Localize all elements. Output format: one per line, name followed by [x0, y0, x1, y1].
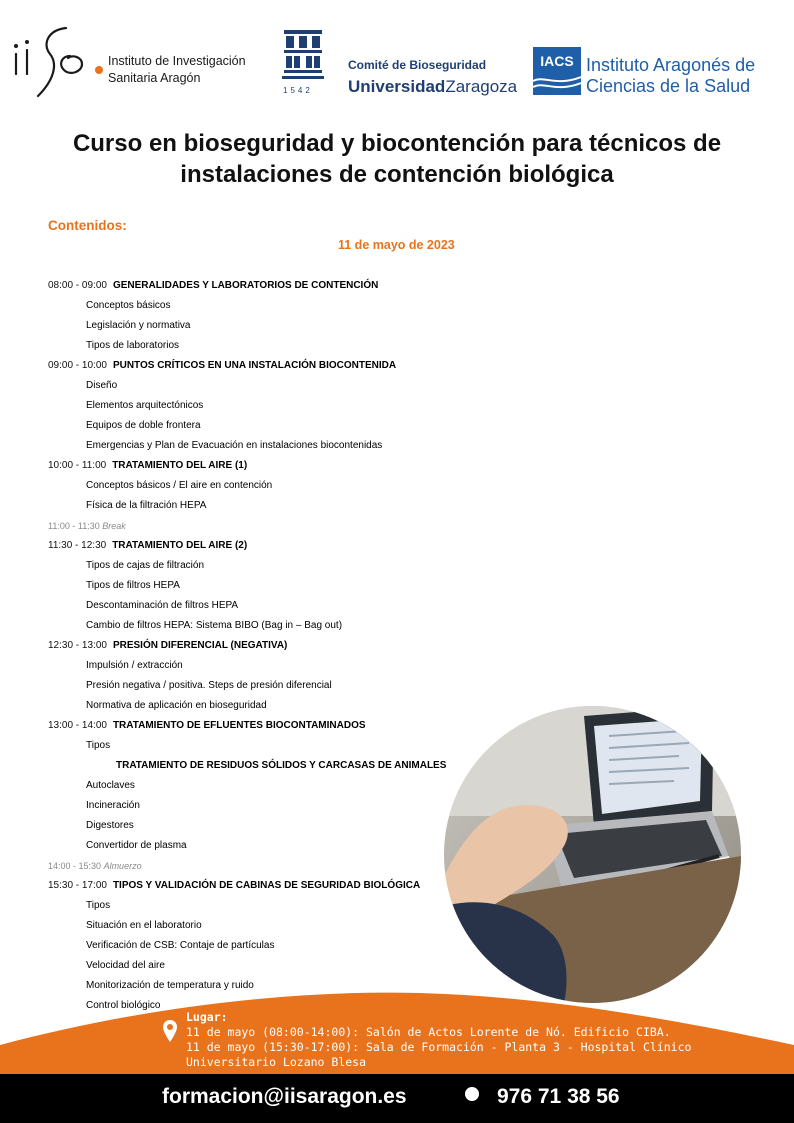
program-session-header	[48, 638, 468, 658]
program-item: Tipos de laboratorios	[86, 340, 180, 351]
program-item: Equipos de doble frontera	[86, 420, 201, 431]
program-item: Tipos de filtros HEPA	[86, 580, 180, 591]
program-session-header	[48, 278, 468, 298]
program-item: Emergencias y Plan de Evacuación en instalaciones biocontenidas	[86, 440, 383, 451]
program-item: Conceptos básicos	[86, 300, 171, 311]
session-title: TRATAMIENTO DEL AIRE (2)	[112, 540, 248, 551]
program-break	[48, 858, 468, 878]
session-time: 13:00 - 14:00	[48, 720, 107, 731]
iis-dot	[95, 66, 103, 74]
program-list	[48, 278, 468, 1018]
contents-label: Contenidos:	[48, 218, 127, 233]
break-label: Almuerzo	[103, 861, 142, 871]
location-line3: Universitario Lozano Blesa	[186, 1055, 367, 1069]
university-year: 1542	[283, 86, 313, 95]
session-title: TRATAMIENTO DE EFLUENTES BIOCONTAMINADOS	[112, 720, 366, 731]
program-item: Descontaminación de filtros HEPA	[86, 600, 239, 611]
location-line2: 11 de mayo (15:30-17:00): Sala de Formación - Planta 3 - Hospital Clínico	[186, 1040, 692, 1054]
break-label: Break	[102, 521, 126, 531]
page-title-line1: Curso en bioseguridad y biocontención para técnicos de	[72, 130, 722, 157]
program-item: Tipos	[86, 740, 111, 751]
program-item: Convertidor de plasma	[86, 840, 187, 851]
session-title: PRESIÓN DIFERENCIAL (NEGATIVA)	[112, 640, 288, 651]
iis-name-line2: Sanitaria Aragón	[108, 71, 201, 85]
program-item: Legislación y normativa	[86, 320, 191, 331]
phone-icon	[465, 1087, 479, 1101]
program-session-header	[48, 718, 468, 738]
iacs-wave-icon	[533, 47, 581, 95]
iacs-name	[586, 55, 755, 97]
program-item: Control biológico	[86, 1000, 161, 1011]
program-break	[48, 518, 468, 538]
iacs-logo-box	[533, 47, 581, 95]
program-item: Situación en el laboratorio	[86, 920, 202, 931]
program-session-header	[48, 458, 468, 478]
program-item: Normativa de aplicación en bioseguridad	[86, 700, 267, 711]
session-time: 08:00 - 09:00	[48, 280, 107, 291]
program-item: Diseño	[86, 380, 118, 391]
page-title-line2: instalaciones de contención biológica	[180, 161, 614, 188]
program-item: Monitorización de temperatura y ruido	[86, 980, 254, 991]
iacs-abbr: IACS	[540, 53, 574, 69]
session-time: 11:30 - 12:30	[48, 540, 107, 551]
laptop-photo	[444, 706, 741, 1003]
session-time: 15:30 - 17:00	[48, 880, 107, 891]
session-title: GENERALIDADES Y LABORATORIOS DE CONTENCIÓN	[112, 280, 379, 291]
program-item: Conceptos básicos / El aire en contención	[86, 480, 273, 491]
location-line1: 11 de mayo (08:00-14:00): Salón de Actos Lorente de Nó. Edificio CIBA.	[186, 1025, 671, 1039]
university-name-city: Zaragoza	[445, 77, 518, 96]
university-name-bold: Universidad	[348, 77, 446, 96]
program-item: Incineración	[86, 800, 140, 811]
contact-email[interactable]: formacion@iisaragon.es	[162, 1085, 407, 1108]
course-date: 11 de mayo de 2023	[338, 238, 455, 252]
iis-name	[108, 53, 246, 87]
location-info	[186, 1010, 691, 1070]
program-item: Tipos de cajas de filtración	[86, 560, 205, 571]
program-session-header	[48, 358, 468, 378]
csb-title: Comité de Bioseguridad	[348, 58, 487, 72]
session-title: TIPOS Y VALIDACIÓN DE CABINAS DE SEGURIDAD BIOLÓGICA	[112, 880, 421, 891]
program-item: Autoclaves	[86, 780, 135, 791]
location-pin-icon	[163, 1020, 177, 1042]
university-name	[348, 77, 517, 97]
session-title: TRATAMIENTO DEL AIRE (1)	[112, 460, 248, 471]
session-title: PUNTOS CRÍTICOS EN UNA INSTALACIÓN BIOCONTENIDA	[112, 360, 397, 371]
session-time: 10:00 - 11:00	[48, 460, 107, 471]
session-time: 12:30 - 13:00	[48, 640, 107, 651]
program-session-header	[48, 878, 468, 898]
program-item: Tipos	[86, 900, 111, 911]
program-item: Presión negativa / positiva. Steps de presión diferencial	[86, 680, 332, 691]
program-item: Digestores	[86, 820, 134, 831]
iis-name-line1: Instituto de Investigación	[108, 54, 246, 68]
iacs-name-line1: Instituto Aragonés de	[586, 55, 756, 75]
program-item: Cambio de filtros HEPA: Sistema BIBO (Bag in – Bag out)	[86, 620, 343, 631]
iacs-name-line2: Ciencias de la Salud	[586, 76, 751, 96]
program-session-header	[48, 538, 468, 558]
program-item: Impulsión / extracción	[86, 660, 183, 671]
program-item: Verificación de CSB: Contaje de partículas	[86, 940, 275, 951]
contact-phone[interactable]: 976 71 38 56	[497, 1085, 620, 1108]
page-title	[20, 128, 774, 190]
break-time: 14:00 - 15:30	[48, 861, 102, 871]
break-time: 11:00 - 11:30	[48, 521, 100, 531]
program-item: Velocidad del aire	[86, 960, 165, 971]
program-subheader: TRATAMIENTO DE RESIDUOS SÓLIDOS Y CARCASAS DE ANIMALES	[116, 760, 447, 771]
session-time: 09:00 - 10:00	[48, 360, 107, 371]
location-label: Lugar:	[186, 1010, 228, 1024]
program-item: Física de la filtración HEPA	[86, 500, 207, 511]
program-item: Elementos arquitectónicos	[86, 400, 204, 411]
